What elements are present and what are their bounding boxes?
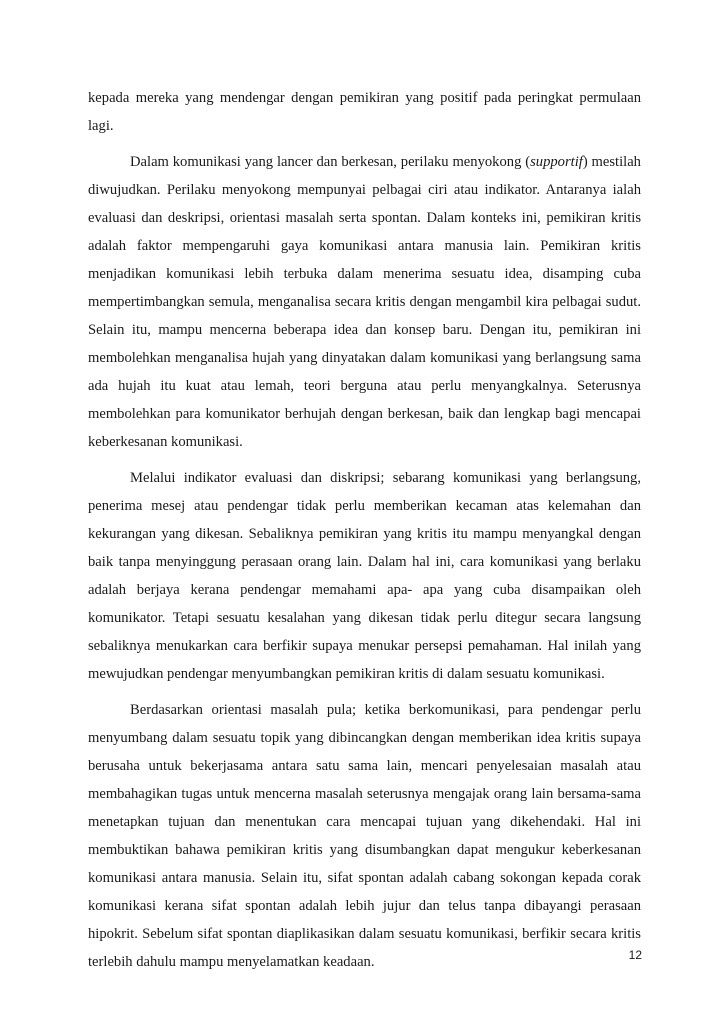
body-text (88, 84, 641, 984)
paragraph-continuation: kepada mereka yang mendengar dengan pemikiran yang positif pada peringkat permulaan lagi. (88, 90, 641, 134)
emphasized-term: supportif (530, 154, 583, 170)
paragraph-supportive-behaviour (88, 148, 641, 456)
paragraph-text-start: Dalam komunikasi yang lancer dan berkesan, perilaku menyokong ( (130, 154, 531, 170)
page-number: 12 (628, 948, 642, 962)
paragraph-problem-orientation: Berdasarkan orientasi masalah pula; ketika berkomunikasi, para pendengar perlu menyumbang dalam sesuatu topik yang dibincangkan dengan memberikan idea kritis supaya berusaha untuk bekerjasama antara satu sama lain, mencari penyelesaian masalah atau membahagikan tugas untuk mencerna masalah seterusnya mengajak orang lain bersama-sama menetapkan tujuan dan menentukan cara mencapai tujuan yang dikehendaki. Hal ini membuktikan bahawa pemikiran kritis yang disumbangkan dapat mengukur keberkesanan komunikasi antara manusia. Selain itu, sifat spontan adalah cabang sokongan kepada corak komunikasi kerana sifat spontan adalah lebih jujur dan telus tanpa dibayangi perasaan hipokrit. Sebelum sifat spontan diaplikasikan dalam sesuatu komunikasi, berfikir secara kritis terlebih dahulu mampu menyelamatkan keadaan. (88, 702, 641, 970)
paragraph-text-end: ) mestilah diwujudkan. Perilaku menyokong mempunyai pelbagai ciri atau indikator. Antaranya ialah evaluasi dan deskripsi, orientasi masalah serta spontan. Dalam konteks ini, pemikiran kritis adalah faktor mempengaruhi gaya komunikasi antara manusia lain. Pemikiran kritis menjadikan komunikasi lebih terbuka dalam menerima sesuatu idea, disamping cuba mempertimbangkan semula, menganalisa secara kritis dengan mengambil kira pelbagai sudut. Selain itu, mampu mencerna beberapa idea dan konsep baru. Dengan itu, pemikiran ini membolehkan menganalisa hujah yang dinyatakan dalam komunikasi yang berlangsung sama ada hujah itu kuat atau lemah, teori berguna atau perlu menyangkalnya. Seterusnya membolehkan para komunikator berhujah dengan berkesan, baik dan lengkap bagi mencapai keberkesanan komunikasi. (88, 154, 641, 450)
paragraph-evaluation-description: Melalui indikator evaluasi dan diskripsi; sebarang komunikasi yang berlangsung, penerima mesej atau pendengar tidak perlu memberikan kecaman atas kelemahan dan kekurangan yang dikesan. Sebaliknya pemikiran yang kritis itu mampu menyangkal dengan baik tanpa menyinggung perasaan orang lain. Dalam hal ini, cara komunikasi yang berlaku adalah berjaya kerana pendengar memahami apa- apa yang cuba disampaikan oleh komunikator. Tetapi sesuatu kesalahan yang dikesan tidak perlu ditegur secara langsung sebaliknya menukarkan cara berfikir supaya menukar persepsi pemahaman. Hal inilah yang mewujudkan pendengar menyumbangkan pemikiran kritis di dalam sesuatu komunikasi. (88, 470, 641, 682)
